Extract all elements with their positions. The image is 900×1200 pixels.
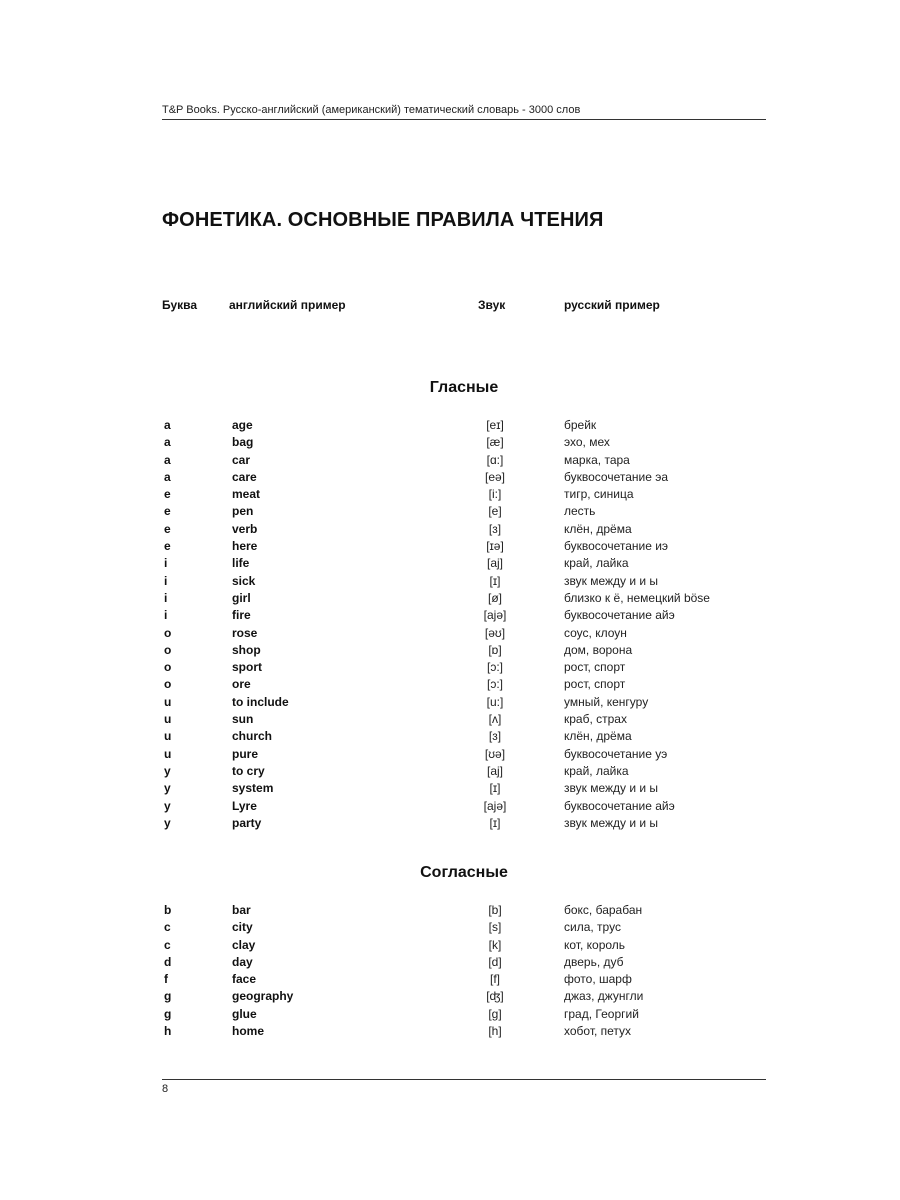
russian-example-cell: буквосочетание айэ: [564, 798, 675, 813]
letter-cell: u: [164, 712, 172, 727]
table-row: [0, 954, 900, 971]
footer-divider: [162, 1079, 766, 1080]
russian-example-cell: марка, тара: [564, 452, 630, 467]
english-example-cell: sick: [232, 573, 256, 588]
sound-cell: [ʌ]: [488, 712, 502, 727]
table-row: [0, 521, 900, 538]
sound-cell: [ø]: [488, 590, 502, 605]
english-example-cell: glue: [232, 1006, 257, 1021]
english-example-cell: sun: [232, 712, 254, 727]
sound-cell: [ɔ:]: [486, 660, 503, 675]
english-example-cell: clay: [232, 937, 256, 952]
russian-example-cell: буквосочетание уэ: [564, 746, 668, 761]
letter-cell: g: [164, 989, 172, 1004]
sound-cell: [ɪə]: [486, 539, 504, 554]
table-row: [0, 607, 900, 624]
letter-cell: o: [164, 625, 172, 640]
english-example-cell: home: [232, 1024, 265, 1039]
letter-cell: a: [164, 418, 171, 432]
sound-cell: [ɒ]: [488, 642, 502, 657]
sound-cell: [ajə]: [483, 798, 507, 813]
sound-cell: [f]: [489, 972, 500, 987]
english-example-cell: bar: [232, 903, 251, 917]
english-example-cell: system: [232, 781, 274, 796]
russian-example-cell: фото, шарф: [564, 972, 632, 987]
letter-cell: a: [164, 469, 171, 484]
table-row: [0, 971, 900, 988]
letter-cell: i: [164, 556, 168, 571]
russian-example-cell: край, лайка: [564, 556, 629, 571]
letter-cell: g: [164, 1006, 172, 1021]
sound-cell: [e]: [488, 504, 502, 519]
russian-example-cell: брейк: [564, 418, 597, 432]
table-row: [0, 452, 900, 469]
russian-example-cell: сила, трус: [564, 920, 621, 935]
english-example-cell: to include: [232, 694, 289, 709]
english-example-cell: Lyre: [232, 798, 257, 813]
english-example-cell: ore: [232, 677, 251, 692]
russian-example-cell: клён, дрёма: [564, 521, 632, 536]
consonants-table: [0, 902, 900, 1040]
table-row: [0, 573, 900, 590]
table-row: [0, 1023, 900, 1040]
russian-example-cell: тигр, синица: [564, 487, 634, 502]
english-example-cell: life: [232, 556, 250, 571]
sound-cell: [ʤ]: [486, 989, 504, 1004]
page-title: ФОНЕТИКА. ОСНОВНЫЕ ПРАВИЛА ЧТЕНИЯ: [162, 209, 604, 231]
letter-cell: o: [164, 677, 172, 692]
russian-example-cell: звук между и и ы: [564, 815, 659, 830]
english-example-cell: face: [232, 972, 257, 987]
english-example-cell: fire: [232, 608, 251, 623]
table-row: [0, 728, 900, 745]
sound-cell: [æ]: [486, 435, 504, 450]
russian-example-cell: близко к ё, немецкий böse: [564, 590, 710, 605]
russian-example-cell: дверь, дуб: [564, 954, 624, 969]
english-example-cell: age: [232, 418, 253, 432]
table-row: [0, 590, 900, 607]
column-header-example: английский пример: [229, 298, 346, 312]
letter-cell: e: [164, 487, 171, 502]
table-row: [0, 902, 900, 919]
table-row: [0, 1006, 900, 1023]
sound-cell: [ajə]: [483, 608, 507, 623]
sound-cell: [eɪ]: [486, 418, 504, 432]
column-header-ru-example: русский пример: [564, 298, 660, 312]
running-header: T&P Books. Русско-английский (американский) тематический словарь - 3000 слов: [162, 104, 581, 116]
table-row: [0, 676, 900, 693]
english-example-cell: car: [232, 452, 251, 467]
letter-cell: a: [164, 435, 171, 450]
sound-cell: [eə]: [484, 469, 505, 484]
sound-cell: [ɪ]: [489, 815, 501, 830]
table-row: [0, 538, 900, 555]
table-row: [0, 815, 900, 832]
english-example-cell: city: [232, 920, 253, 935]
english-example-cell: care: [232, 469, 257, 484]
page-number: 8: [162, 1083, 169, 1095]
russian-example-cell: краб, страх: [564, 712, 627, 727]
english-example-cell: meat: [232, 487, 261, 502]
letter-cell: o: [164, 660, 172, 675]
letter-cell: b: [164, 903, 172, 917]
english-example-cell: verb: [232, 521, 258, 536]
russian-example-cell: град, Георгий: [564, 1006, 639, 1021]
english-example-cell: girl: [232, 590, 251, 605]
russian-example-cell: умный, кенгуру: [564, 694, 649, 709]
russian-example-cell: рост, спорт: [564, 677, 626, 692]
letter-cell: y: [164, 815, 171, 830]
sound-cell: [ɜ]: [488, 729, 502, 744]
letter-cell: a: [164, 452, 171, 467]
table-row: [0, 434, 900, 451]
table-row: [0, 780, 900, 797]
letter-cell: i: [164, 573, 168, 588]
sound-cell: [g]: [488, 1006, 502, 1021]
letter-cell: e: [164, 521, 171, 536]
russian-example-cell: хобот, петух: [564, 1024, 632, 1039]
sound-cell: [h]: [488, 1024, 502, 1039]
table-row: [0, 798, 900, 815]
letter-cell: o: [164, 642, 172, 657]
sound-cell: [k]: [488, 937, 502, 952]
sound-cell: [ɔ:]: [486, 677, 503, 692]
english-example-cell: pen: [232, 504, 254, 519]
sound-cell: [aj]: [486, 556, 503, 571]
letter-cell: e: [164, 504, 171, 519]
table-row: [0, 486, 900, 503]
letter-cell: y: [164, 798, 171, 813]
english-example-cell: here: [232, 539, 258, 554]
table-row: [0, 659, 900, 676]
english-example-cell: bag: [232, 435, 254, 450]
sound-cell: [d]: [488, 954, 502, 969]
english-example-cell: party: [232, 815, 262, 830]
table-row: [0, 555, 900, 572]
sound-cell: [ɪ]: [489, 781, 501, 796]
table-row: [0, 625, 900, 642]
english-example-cell: shop: [232, 642, 261, 657]
russian-example-cell: кот, король: [564, 937, 626, 952]
letter-cell: u: [164, 729, 172, 744]
english-example-cell: day: [232, 954, 253, 969]
table-row: [0, 988, 900, 1005]
russian-example-cell: эхо, мех: [564, 435, 610, 450]
table-row: [0, 694, 900, 711]
russian-example-cell: соус, клоун: [564, 625, 627, 640]
letter-cell: e: [164, 539, 171, 554]
table-row: [0, 642, 900, 659]
sound-cell: [ɪ]: [489, 573, 501, 588]
english-example-cell: church: [232, 729, 273, 744]
russian-example-cell: бокс, барабан: [564, 903, 643, 917]
sound-cell: [ɜ]: [488, 521, 502, 536]
sound-cell: [əʊ]: [484, 625, 506, 640]
column-header-letter: Буква: [162, 298, 198, 312]
letter-cell: i: [164, 590, 168, 605]
letter-cell: y: [164, 763, 171, 778]
sound-cell: [b]: [488, 903, 502, 917]
vowels-table: [0, 417, 900, 832]
table-row: [0, 763, 900, 780]
letter-cell: y: [164, 781, 171, 796]
letter-cell: f: [164, 972, 168, 987]
sound-cell: [aj]: [486, 763, 503, 778]
english-example-cell: to cry: [232, 763, 265, 778]
sound-cell: [ɑ:]: [486, 452, 504, 467]
letter-cell: c: [164, 937, 171, 952]
russian-example-cell: звук между и и ы: [564, 573, 659, 588]
russian-example-cell: джаз, джунгли: [564, 989, 644, 1004]
letter-cell: h: [164, 1024, 172, 1039]
sound-cell: [i:]: [488, 487, 502, 502]
russian-example-cell: край, лайка: [564, 763, 629, 778]
sound-cell: [s]: [488, 920, 502, 935]
table-row: [0, 417, 900, 434]
english-example-cell: sport: [232, 660, 262, 675]
table-row: [0, 746, 900, 763]
russian-example-cell: рост, спорт: [564, 660, 626, 675]
russian-example-cell: звук между и и ы: [564, 781, 659, 796]
vowels-section-title: Гласные: [429, 379, 499, 396]
consonants-section-title: Согласные: [420, 864, 508, 881]
sound-cell: [u:]: [486, 694, 504, 709]
russian-example-cell: дом, ворона: [564, 642, 633, 657]
letter-cell: u: [164, 694, 172, 709]
letter-cell: d: [164, 954, 172, 969]
header-divider: [162, 119, 766, 120]
table-row: [0, 711, 900, 728]
english-example-cell: rose: [232, 625, 258, 640]
russian-example-cell: лесть: [564, 504, 596, 519]
column-header-sound: Звук: [478, 298, 506, 312]
sound-cell: [ʊə]: [484, 746, 506, 761]
russian-example-cell: буквосочетание иэ: [564, 539, 669, 554]
letter-cell: c: [164, 920, 171, 935]
russian-example-cell: буквосочетание айэ: [564, 608, 675, 623]
table-row: [0, 937, 900, 954]
russian-example-cell: клён, дрёма: [564, 729, 632, 744]
letter-cell: i: [164, 608, 168, 623]
table-row: [0, 503, 900, 520]
table-row: [0, 469, 900, 486]
table-row: [0, 919, 900, 936]
english-example-cell: pure: [232, 746, 259, 761]
russian-example-cell: буквосочетание эа: [564, 469, 669, 484]
letter-cell: u: [164, 746, 172, 761]
english-example-cell: geography: [232, 989, 294, 1004]
